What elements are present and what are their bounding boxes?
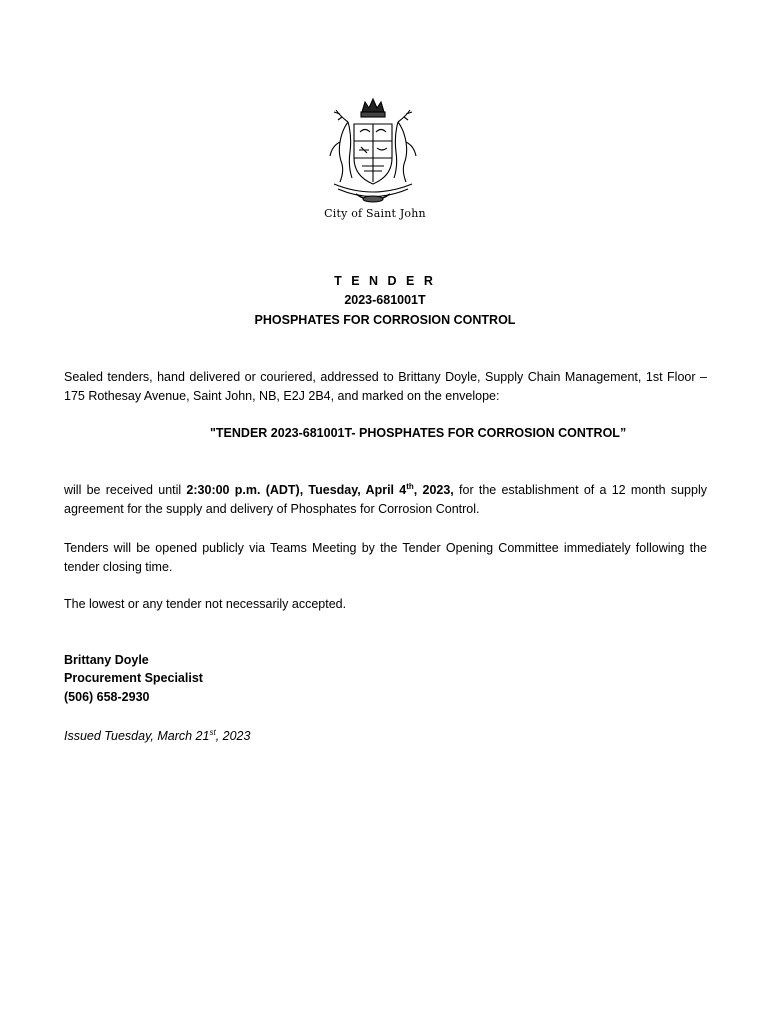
signature-title: Procurement Specialist <box>64 671 203 685</box>
tender-heading: T E N D E R <box>334 274 436 288</box>
signature-phone: (506) 658-2930 <box>64 690 150 704</box>
disclaimer-paragraph: The lowest or any tender not necessarily accepted. <box>64 597 347 611</box>
opening-paragraph: Tenders will be opened publicly via Teams Meeting by the Tender Opening Committee immediately following the tender closing time. <box>64 541 707 574</box>
deadline-sup: th <box>406 481 414 491</box>
issued-suffix: , 2023 <box>215 729 251 743</box>
issued-date <box>64 729 250 743</box>
tender-title: PHOSPHATES FOR CORROSION CONTROL <box>254 313 516 327</box>
tender-number: 2023-681001T <box>344 293 426 307</box>
deadline-prefix: will be received until <box>64 483 187 497</box>
signature-name: Brittany Doyle <box>64 653 149 667</box>
intro-paragraph: Sealed tenders, hand delivered or couriered, addressed to Brittany Doyle, Supply Chain Management, 1st Floor – 175 Rothesay Avenue, Saint John, NB, E2J 2B4, and marked on the envelope: <box>64 370 707 403</box>
envelope-marking: "TENDER 2023-681001T- PHOSPHATES FOR CORROSION CONTROL” <box>210 426 627 440</box>
city-name: City of Saint John <box>324 207 426 220</box>
city-crest-logo <box>318 96 428 208</box>
issued-sup: st <box>209 727 216 737</box>
deadline-year: , 2023, <box>413 483 454 497</box>
issued-prefix: Issued Tuesday, March 21 <box>64 729 210 743</box>
deadline-suffix: for the establishment of a 12 month supply agreement for the supply and delivery of Phosphates for Corrosion Control. <box>64 483 707 516</box>
deadline-time: 2:30:00 p.m. (ADT), Tuesday, April 4 <box>186 483 407 497</box>
deadline-paragraph <box>64 481 707 519</box>
